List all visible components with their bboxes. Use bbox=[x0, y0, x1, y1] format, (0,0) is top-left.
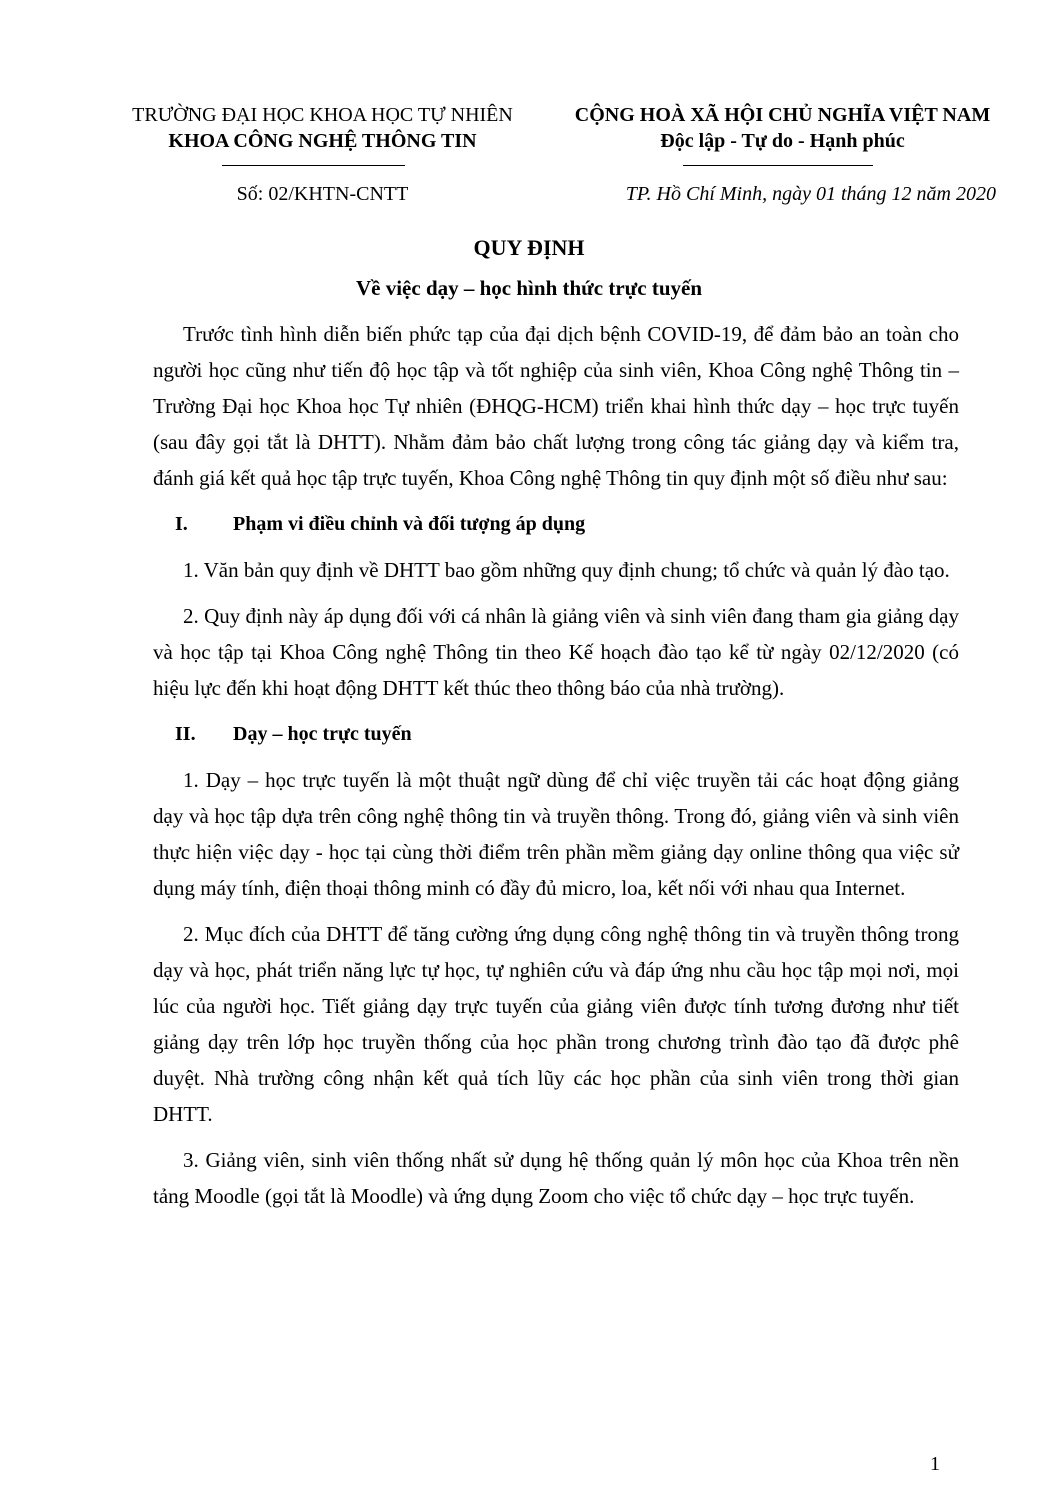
issuer-block bbox=[100, 103, 545, 155]
national-header-block bbox=[545, 103, 1020, 155]
document-subtitle: Về việc dạy – học hình thức trực tuyến bbox=[355, 276, 703, 300]
document-body bbox=[153, 316, 959, 1224]
section-number: II. bbox=[175, 723, 196, 745]
section-1-item-1: 1. Văn bản quy định về DHTT bao gồm những quy định chung; tổ chức và quản lý đào tạo. bbox=[183, 558, 950, 582]
motto-divider bbox=[683, 165, 873, 166]
section-1-item-2: 2. Quy định này áp dụng đối với cá nhân là giảng viên và sinh viên đang tham gia giảng dạy và học tập tại Khoa Công nghệ Thông tin theo Kế hoạch đào tạo kể từ ngày 02/12/2020 (có hiệu lực đến khi hoạt động DHTT kết thúc theo thông báo của nhà trường). bbox=[153, 604, 959, 700]
motto: Độc lập - Tự do - Hạnh phúc bbox=[660, 130, 905, 152]
country-name: CỘNG HOÀ XÃ HỘI CHỦ NGHĨA VIỆT NAM bbox=[574, 104, 991, 126]
faculty-name: KHOA CÔNG NGHỆ THÔNG TIN bbox=[168, 130, 477, 152]
section-title: Phạm vi điều chỉnh và đối tượng áp dụng bbox=[233, 513, 586, 535]
intro-paragraph: Trước tình hình diễn biến phức tạp của đại dịch bệnh COVID-19, để đảm bảo an toàn cho người học cũng như tiến độ học tập và tốt nghiệp của sinh viên, Khoa Công nghệ Thông tin – Trường Đại học Khoa học Tự nhiên (ĐHQG-HCM) triển khai hình thức dạy – học trực tuyến (sau đây gọi tắt là DHTT). Nhằm đảm bảo chất lượng trong công tác giảng dạy và kiểm tra, đánh giá kết quả học tập trực tuyến, Khoa Công nghệ Thông tin quy định một số điều như sau: bbox=[153, 322, 959, 490]
section-title: Dạy – học trực tuyến bbox=[233, 723, 412, 745]
section-2-item-3: 3. Giảng viên, sinh viên thống nhất sử dụng hệ thống quản lý môn học của Khoa trên nền tảng Moodle (gọi tắt là Moodle) và ứng dụng Zoom cho việc tổ chức dạy – học trực tuyến. bbox=[153, 1148, 959, 1208]
document-title: QUY ĐỊNH bbox=[473, 235, 585, 260]
section-heading-1 bbox=[153, 506, 959, 542]
section-heading-2 bbox=[153, 716, 959, 752]
section-2-item-1: 1. Dạy – học trực tuyến là một thuật ngữ dùng để chỉ việc truyền tải các hoạt động giảng dạy và học tập dựa trên công nghệ thông tin và truyền thông. Trong đó, giảng viên và sinh viên thực hiện việc dạy - học tại cùng thời điểm trên phần mềm giảng dạy online thông qua việc sử dụng máy tính, điện thoại thông minh có đầy đủ micro, loa, kết nối với nhau qua Internet. bbox=[153, 768, 959, 900]
document-date: TP. Hồ Chí Minh, ngày 01 tháng 12 năm 2020 bbox=[625, 183, 996, 205]
university-name: TRƯỜNG ĐẠI HỌC KHOA HỌC TỰ NHIÊN bbox=[132, 104, 513, 126]
section-2-item-2: 2. Mục đích của DHTT để tăng cường ứng dụng công nghệ thông tin và truyền thông trong dạy và học, phát triển năng lực tự học, tự nghiên cứu và đáp ứng nhu cầu học tập mọi nơi, mọi lúc của người học. Tiết giảng dạy trực tuyến của giảng viên được tính tương đương như tiết giảng dạy trên lớp học truyền thống của học phần trong chương trình đào tạo đã được phê duyệt. Nhà trường công nhận kết quả tích lũy các học phần của sinh viên trong thời gian DHTT. bbox=[153, 922, 959, 1126]
issuer-divider bbox=[222, 165, 405, 166]
document-number: Số: 02/KHTN-CNTT bbox=[236, 183, 409, 205]
page-number: 1 bbox=[930, 1453, 940, 1475]
section-number: I. bbox=[175, 513, 188, 535]
